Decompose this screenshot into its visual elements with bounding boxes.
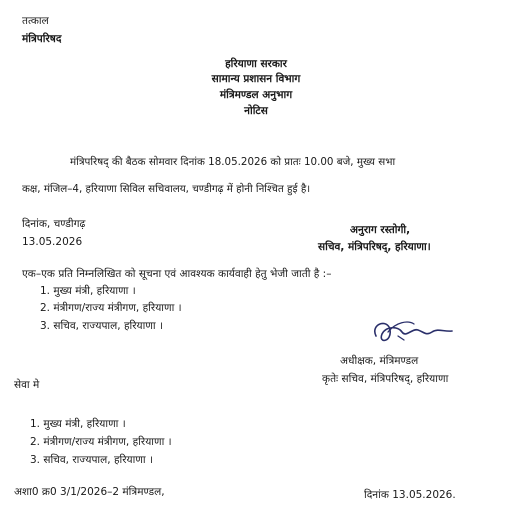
reference-number: अशा0 क्र0 3/1/2026–2 मंत्रिमण्डल, xyxy=(14,486,165,498)
list-item: 1. मुख्य मंत्री, हरियाणा । xyxy=(30,418,126,430)
place-label: दिनांक, चण्डीगढ़ xyxy=(22,218,86,230)
office-line-4: नोटिस xyxy=(244,105,268,117)
list-item: 2. मंत्रीगण/राज्य मंत्रीगण, हरियाणा । xyxy=(40,302,182,314)
notice-line-1: मंत्रिपरिषद् की बैठक सोमवार दिनांक 18.05.2026 को प्रातः 10.00 बजे, मुख्य सभा xyxy=(70,156,396,168)
urgent-mark: तत्काल xyxy=(22,15,49,27)
signatory-name: अनुराग रस्तोगी, xyxy=(350,224,411,236)
office-line-1: हरियाणा सरकार xyxy=(225,58,287,70)
notice-line-2: कक्ष, मंजिल–4, हरियाणा सिविल सचिवालय, चण्डीगढ़ में होनी निश्चित हुई है। xyxy=(22,183,311,195)
service-label: सेवा मे xyxy=(14,379,40,391)
office-line-2: सामान्य प्रशासन विभाग xyxy=(211,73,301,85)
superintendent-title: अधीक्षक, मंत्रिमण्डल xyxy=(340,355,419,367)
copy-intro: एक–एक प्रति निम्नलिखित को सूचना एवं आवश्यक कार्यवाही हेतु भेजी जाती है :– xyxy=(22,268,332,280)
signatory-designation: सचिव, मंत्रिपरिषद्, हरियाणा। xyxy=(318,241,431,253)
office-line-3: मंत्रिमण्डल अनुभाग xyxy=(219,89,293,101)
footer-date: दिनांक 13.05.2026. xyxy=(364,489,456,501)
superintendent-on-behalf: कृतेः सचिव, मंत्रिपरिषद्, हरियाणा xyxy=(322,373,449,385)
signature-image xyxy=(368,314,458,350)
council-label: मंत्रिपरिषद xyxy=(22,33,62,45)
list-item: 3. सचिव, राज्यपाल, हरियाणा । xyxy=(30,454,153,466)
list-item: 3. सचिव, राज्यपाल, हरियाणा । xyxy=(40,320,163,332)
place-date: 13.05.2026 xyxy=(22,236,83,248)
list-item: 1. मुख्य मंत्री, हरियाणा । xyxy=(40,285,136,297)
list-item: 2. मंत्रीगण/राज्य मंत्रीगण, हरियाणा । xyxy=(30,436,172,448)
